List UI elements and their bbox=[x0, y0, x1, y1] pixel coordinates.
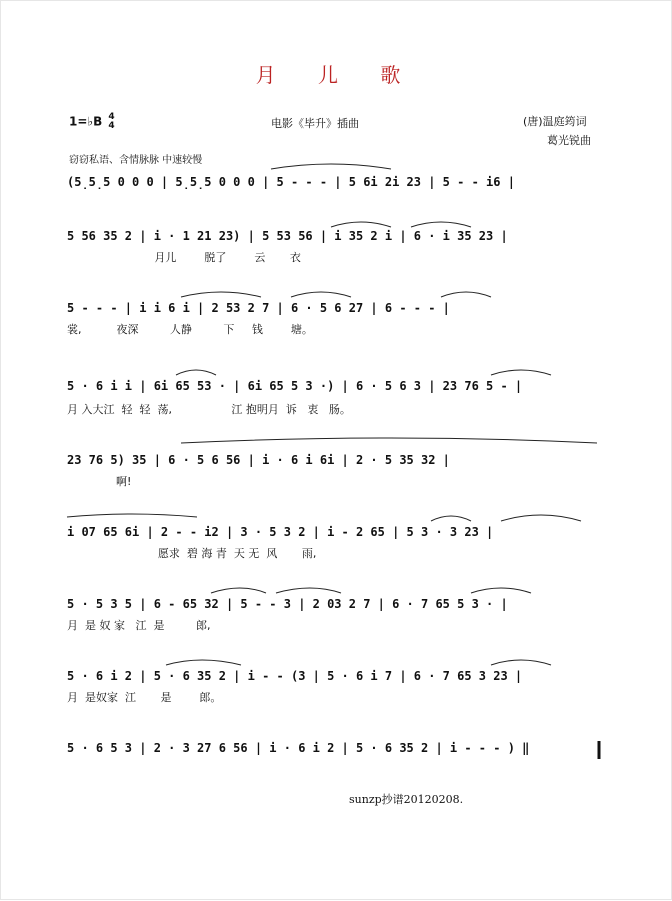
notation-row-8: 5 · 6 i 2 | 5 · 6 35 2 | i - - (3 | 5 · 6 i 7 | 6 · 7 65 3 23 | bbox=[67, 669, 523, 683]
time-bottom: 4 bbox=[108, 121, 115, 131]
lyric-row-1 bbox=[67, 197, 597, 213]
notation-row-6: i 07 65 6i | 2 - - i2 | 3 · 5 3 2 | i - 2 65 | 5 3 · 3 23 | bbox=[67, 525, 494, 539]
lyric-row-7: 月 是 奴 家 江 是 郎, bbox=[67, 619, 211, 632]
transcriber-footer: sunzp抄谱20120208. bbox=[349, 793, 464, 806]
lyricist: (唐)温庭筠词 bbox=[523, 115, 587, 128]
notation-row-2: 5 56 35 2 | i · 1 21 23) | 5 53 56 | i 35 2 i | 6 · i 35 23 | bbox=[67, 229, 508, 243]
slur bbox=[181, 438, 597, 443]
time-top: 4 bbox=[108, 112, 115, 122]
slur bbox=[67, 514, 197, 517]
composer: 葛光锐曲 bbox=[547, 134, 591, 147]
lyric-row-5: 啊! bbox=[67, 475, 132, 488]
key-signature bbox=[69, 113, 115, 131]
lyric-row-3: 裳, 夜深 人静 下 钱 塘。 bbox=[67, 323, 313, 336]
notation-row-3: 5 - - - | i i 6 i | 2 53 2 7 | 6 · 5 6 27 | 6 - - - | bbox=[67, 301, 450, 315]
tempo-note: 窃窃私语、含情脉脉 中速较慢 bbox=[69, 155, 203, 166]
notation-row-5: 23 76 5) 35 | 6 · 5 6 56 | i · 6 i 6i | 2 · 5 35 32 | bbox=[67, 453, 450, 467]
lyric-row-4: 月 入大江 轻 轻 荡, 江 抱明月 诉 衷 肠。 bbox=[67, 403, 351, 416]
notation-row-7: 5 · 5 3 5 | 6 - 65 32 | 5 - - 3 | 2 03 2 7 | 6 · 7 65 5 3 · | bbox=[67, 597, 508, 611]
notation-row-4: 5 · 6 i i | 6i 65 53 · | 6i 65 5 3 ·) | 6 · 5 6 3 | 23 76 5 - | bbox=[67, 379, 523, 393]
lyric-row-6: 愿求 碧 海 青 天 无 风 雨, bbox=[67, 547, 317, 560]
lyric-row-8: 月 是奴家 江 是 郎。 bbox=[67, 691, 222, 704]
key-label: 1=♭B bbox=[69, 114, 103, 129]
notation-row-9: 5 · 6 5 3 | 2 · 3 27 6 56 | i · 6 i 2 | 5 · 6 35 2 | i - - - ) ‖ bbox=[67, 741, 530, 755]
film-note: 电影《毕升》插曲 bbox=[271, 117, 359, 130]
song-title: 月 儿 歌 bbox=[255, 63, 419, 87]
lyric-row-2: 月儿 脱了 云 衣 bbox=[67, 251, 301, 264]
notation-row-1: (5̣5̣5 0 0 0 | 5̣5̣5 0 0 0 | 5 - - - | 5 6i 2i 23 | 5 - - i6 | bbox=[67, 175, 515, 189]
time-signature bbox=[108, 113, 114, 131]
